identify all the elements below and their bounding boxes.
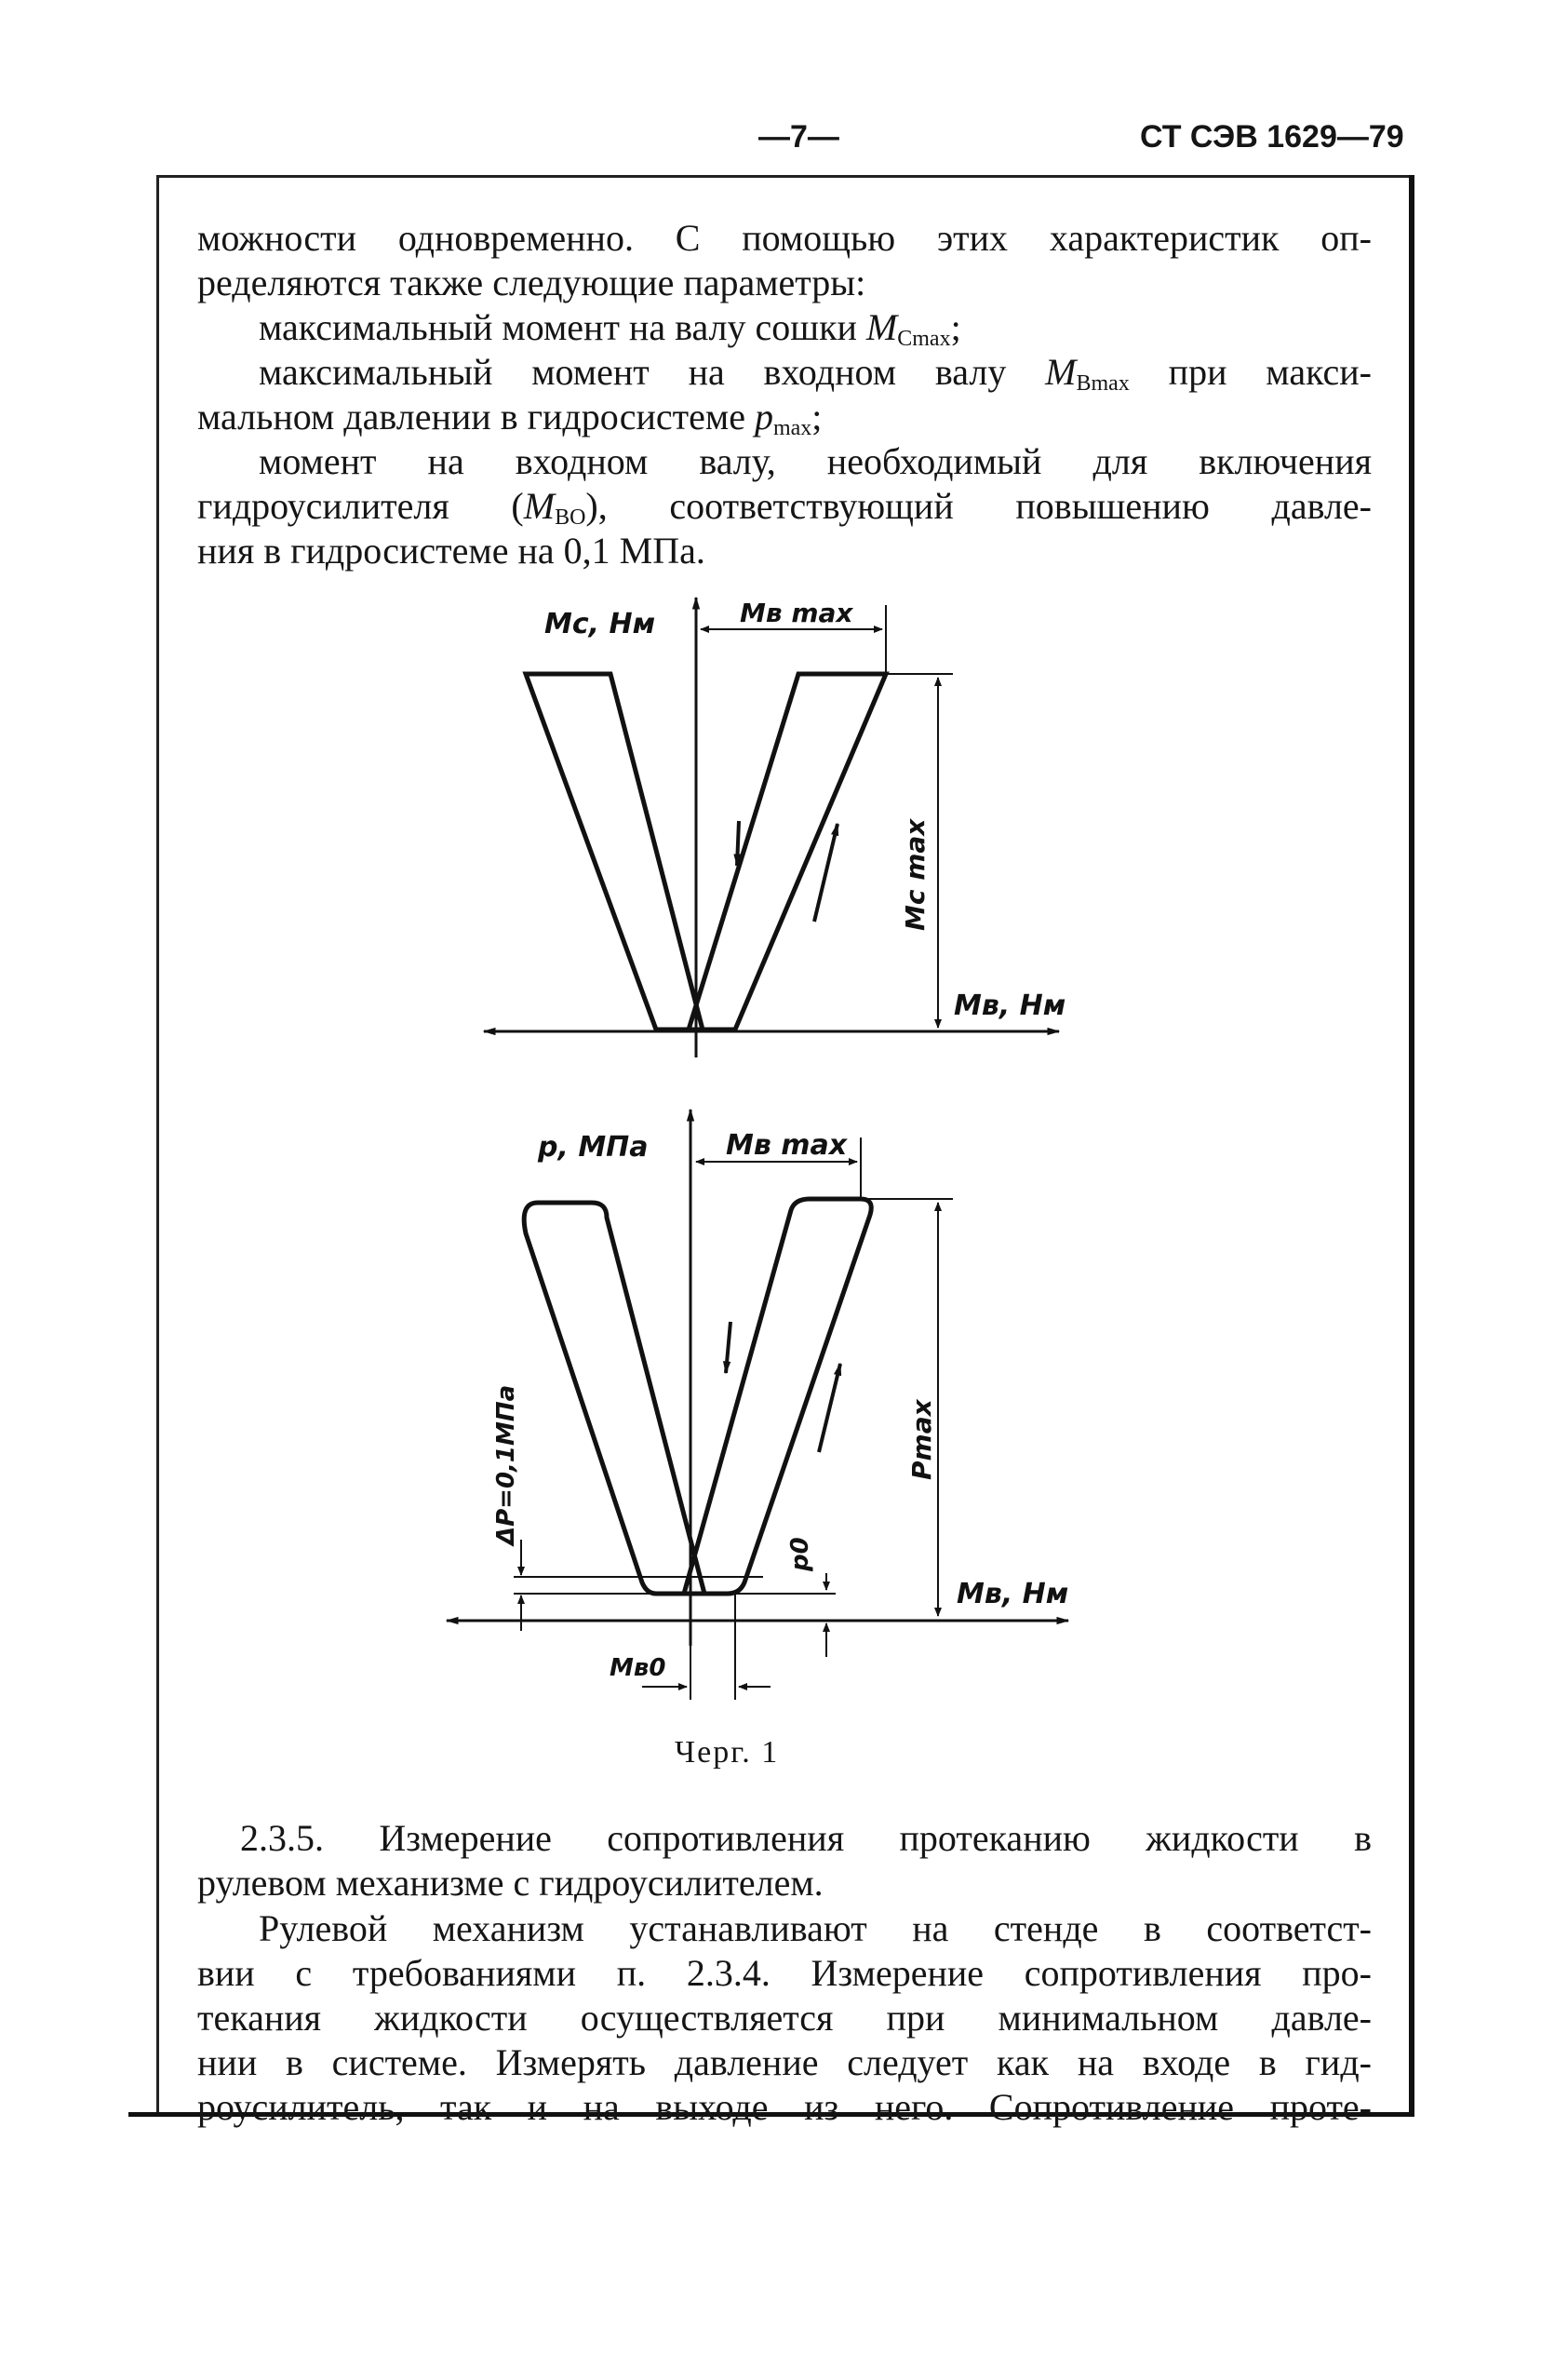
text-line: можности одновременно. С помощью этих характеристик оп- xyxy=(197,217,1372,259)
list-item-mv0: момент на входном валу, необходимый для включения xyxy=(259,440,1372,482)
figure-caption: Черг. 1 xyxy=(675,1735,780,1770)
arrow-up xyxy=(819,1364,840,1452)
text-line: гидроусилителя $(M_{ВО})$, соответствующий повышению давле- xyxy=(197,485,1372,530)
top-x-label: Mв, Hм xyxy=(954,990,1066,1022)
section-2-3-5 xyxy=(197,1816,1372,1905)
dp-label: ΔP=0,1MПа xyxy=(492,1384,520,1545)
hysteresis-loop-left xyxy=(526,674,703,1030)
standard-number: СТ СЭВ 1629—79 xyxy=(1140,119,1404,155)
top-diagram xyxy=(484,598,1059,1057)
bottom-height-label: Pmax xyxy=(906,1399,937,1480)
p0-label: p0 xyxy=(786,1537,814,1571)
text-line: ределяются также следующие параметры: xyxy=(197,262,866,303)
bottom-y-label: p, MПа xyxy=(538,1131,649,1164)
text-line: рулевом механизме с гидроусилителем. xyxy=(197,1862,824,1904)
text-line: Рулевой механизм устанавливают на стенде в соответст- xyxy=(259,1907,1372,1949)
list-item-mvmax: максимальный момент на входном валу $M_{Вmax}$ при макси- xyxy=(259,351,1373,396)
section-body xyxy=(197,1906,1372,2130)
hysteresis-loop-right xyxy=(689,674,886,1030)
arrow-down xyxy=(737,821,739,866)
top-y-label: Mс, Hм xyxy=(544,608,656,640)
top-height-label: Mс max xyxy=(900,818,931,931)
text-line: 2.3.5. Измерение сопротивления протеканию жидкости в xyxy=(240,1817,1372,1859)
text-line: нии в системе. Измерять давление следует как на входе в гид- xyxy=(197,2041,1372,2083)
mv0-label: Mв0 xyxy=(610,1654,666,1682)
text-line: ния в гидросистеме на 0,1 МПа. xyxy=(197,530,705,572)
text-line: вии с требованиями п. 2.3.4. Измерение сопротивления про- xyxy=(197,1952,1372,1994)
list-item-mcmax: максимальный момент на валу сошки $M_{Cmax}$; xyxy=(259,306,961,351)
bottom-x-label: Mв, Hм xyxy=(957,1578,1069,1610)
hysteresis-loop-left xyxy=(524,1203,704,1594)
page-number: —7— xyxy=(758,119,839,155)
top-width-label: Mв max xyxy=(740,598,853,628)
bottom-width-label: Mв max xyxy=(726,1129,848,1162)
bottom-diagram xyxy=(447,1110,1068,1700)
hysteresis-loop-right xyxy=(684,1199,871,1594)
text-line: текания жидкости осуществляется при минимальном давле- xyxy=(197,1997,1372,2039)
text-line: роусилитель, так и на выходе из него. Сопротивление проте- xyxy=(197,2086,1372,2128)
arrow-down xyxy=(726,1322,730,1373)
text-line: мальном давлении в гидросистеме $p_{max}$; xyxy=(197,396,823,440)
